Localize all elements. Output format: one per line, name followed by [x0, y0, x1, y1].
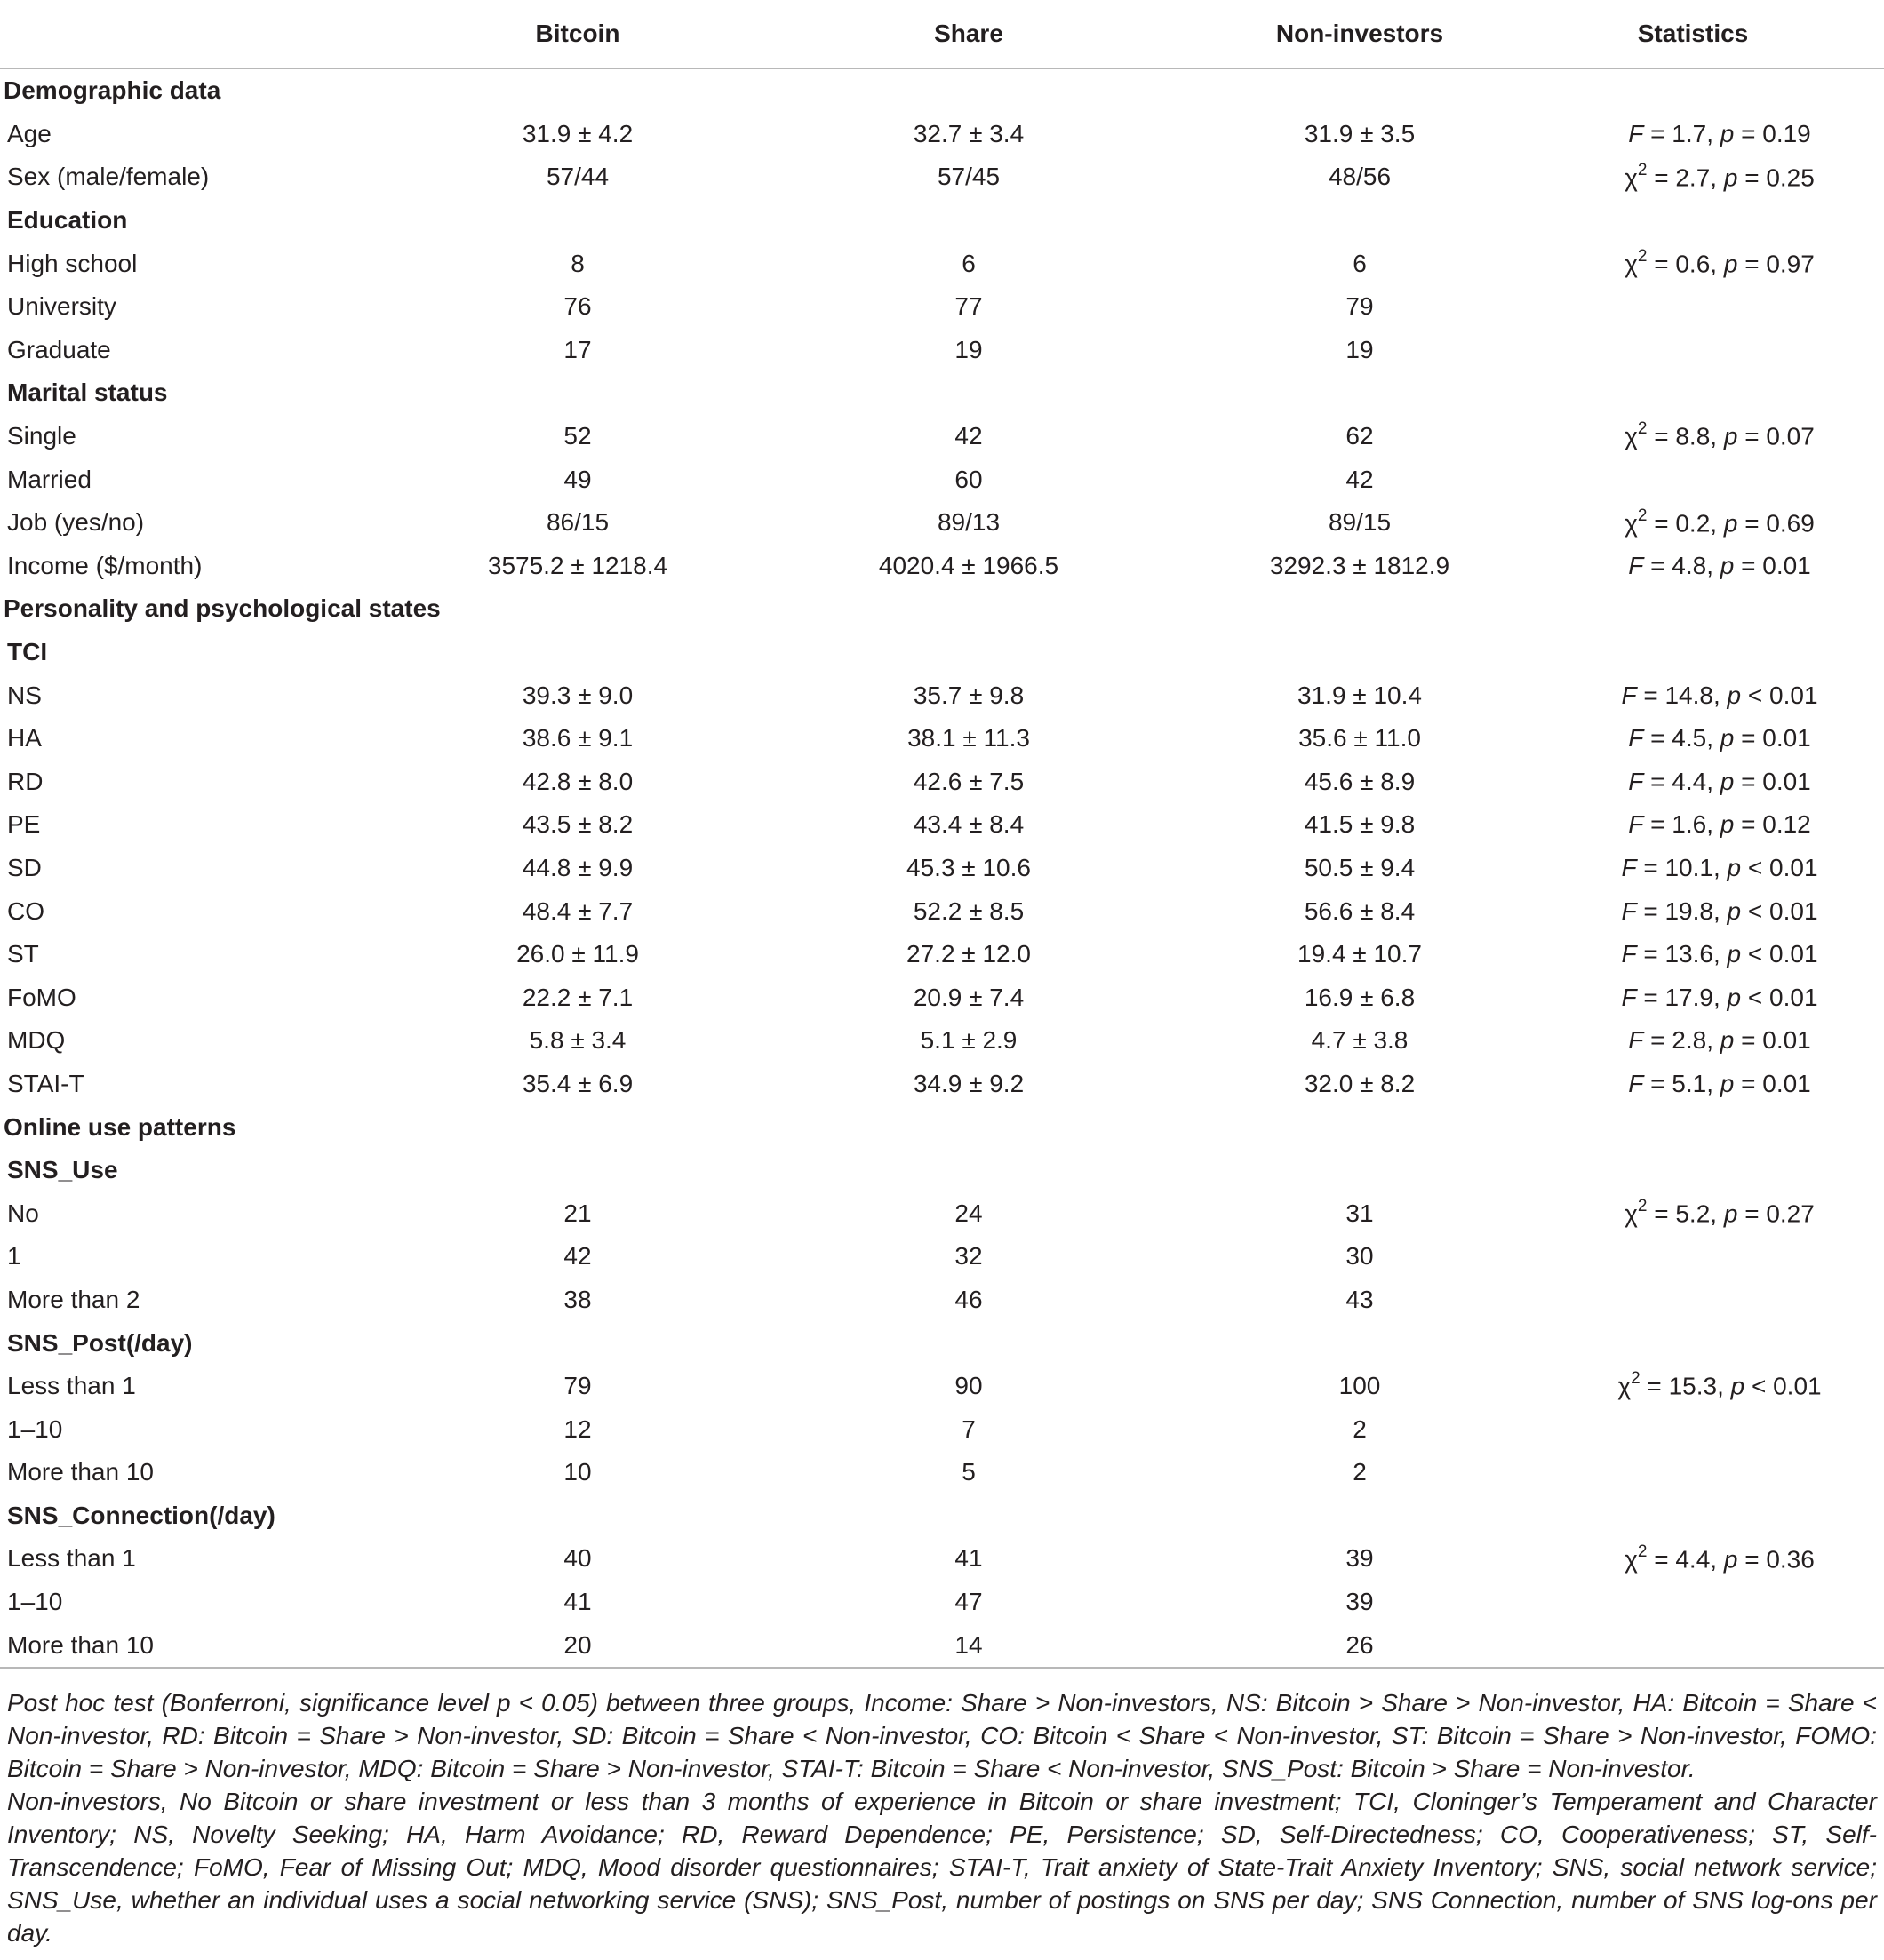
table-row [0, 1407, 1884, 1451]
cell-statistics: F = 1.7, p = 0.19 [1628, 119, 1811, 147]
row-label: Graduate [7, 335, 111, 363]
cell-share: 32.7 ± 3.4 [913, 119, 1025, 147]
cell-non-investors: 3292.3 ± 1812.9 [1269, 551, 1450, 579]
cell-bitcoin: 76 [563, 292, 592, 321]
cell-statistics: F = 2.8, p = 0.01 [1628, 1026, 1811, 1055]
table-row [0, 113, 1884, 156]
cell-share: 38.1 ± 11.3 [907, 724, 1030, 753]
cell-statistics [1502, 1279, 1884, 1322]
row-label: SNS_Use [7, 1156, 118, 1184]
cell-non-investors: 41.5 ± 9.8 [1304, 810, 1416, 839]
row-label: More than 10 [7, 1458, 154, 1486]
cell-bitcoin [435, 68, 720, 113]
row-label: Income ($/month) [7, 551, 203, 579]
cell-statistics: F = 4.4, p = 0.01 [1628, 767, 1811, 795]
row-label: ST [7, 940, 39, 968]
cell-non-investors: 19.4 ± 10.7 [1297, 940, 1422, 968]
cell-share: 46 [954, 1285, 983, 1313]
subsection-header-row [0, 371, 1884, 415]
cell-statistics: $\chi^2 = 4.4$, p = 0.36 [1625, 1542, 1815, 1574]
row-label: TCI [7, 638, 48, 666]
row-label: High school [7, 249, 138, 277]
cell-statistics: F = 10.1, p < 0.01 [1621, 853, 1818, 881]
cell-bitcoin: 31.9 ± 4.2 [522, 119, 634, 147]
cell-bitcoin: 57/44 [546, 163, 610, 191]
cell-non-investors [1217, 1149, 1502, 1192]
cell-bitcoin: 21 [563, 1199, 592, 1227]
cell-statistics: $\chi^2 = 0.6$, p = 0.97 [1625, 247, 1815, 278]
cell-bitcoin: 41 [563, 1588, 592, 1616]
table-row [0, 458, 1884, 501]
row-label: Personality and psychological states [4, 594, 441, 623]
cell-statistics [1502, 285, 1884, 329]
row-label: Less than 1 [7, 1544, 136, 1573]
section-header-row [0, 587, 1884, 631]
cell-non-investors: 30 [1345, 1242, 1374, 1271]
table-row [0, 933, 1884, 976]
table-body [0, 68, 1884, 1668]
cell-bitcoin: 49 [563, 465, 592, 493]
cell-non-investors: 2 [1353, 1414, 1367, 1443]
cell-share: 47 [954, 1588, 983, 1616]
table-row [0, 976, 1884, 1019]
row-label: SNS_Connection(/day) [7, 1501, 275, 1529]
cell-statistics: F = 4.8, p = 0.01 [1628, 551, 1811, 579]
cell-share [720, 1321, 1217, 1365]
cell-statistics: F = 19.8, p < 0.01 [1621, 896, 1818, 925]
cell-share [720, 631, 1217, 674]
cell-share: 19 [954, 335, 983, 363]
table-row [0, 1623, 1884, 1668]
subsection-header-row [0, 1321, 1884, 1365]
cell-statistics [1502, 1149, 1884, 1192]
cell-non-investors [1217, 1494, 1502, 1538]
cell-bitcoin: 40 [563, 1544, 592, 1573]
cell-bitcoin: 52 [563, 422, 592, 450]
subsection-header-row [0, 1494, 1884, 1538]
table-row [0, 285, 1884, 329]
cell-non-investors: 50.5 ± 9.4 [1304, 853, 1416, 881]
cell-statistics [1502, 1105, 1884, 1149]
row-label: FoMO [7, 983, 76, 1011]
row-label: 1–10 [7, 1414, 63, 1443]
cell-bitcoin: 3575.2 ± 1218.4 [487, 551, 668, 579]
row-label: MDQ [7, 1026, 66, 1055]
row-label: 1–10 [7, 1588, 63, 1616]
cell-non-investors: 31.9 ± 10.4 [1297, 681, 1422, 709]
table-row [0, 242, 1884, 285]
cell-statistics: $\chi^2 = 5.2$, p = 0.27 [1625, 1197, 1815, 1228]
cell-statistics [1502, 631, 1884, 674]
cell-non-investors: 26 [1217, 1623, 1502, 1668]
table-footnotes [7, 1686, 1877, 1949]
cell-statistics [1502, 587, 1884, 631]
cell-statistics: $\chi^2 = 8.8$, p = 0.07 [1625, 419, 1815, 450]
cell-non-investors: 42 [1345, 465, 1374, 493]
row-label: Less than 1 [7, 1372, 136, 1400]
cell-bitcoin: 5.8 ± 3.4 [529, 1026, 627, 1055]
cell-share: 7 [962, 1414, 976, 1443]
row-label: SD [7, 853, 42, 881]
cell-non-investors: 31.9 ± 3.5 [1304, 119, 1416, 147]
cell-non-investors: 56.6 ± 8.4 [1304, 896, 1416, 925]
footnote-posthoc: Post hoc test (Bonferroni, significance level p < 0.05) between three groups, Income: Share > Non-investors, NS: Bitcoin > Share > Non-investor, HA: Bitcoin = Share < Non-investor, RD: Bitcoin = Share > Non-investor, SD: Bitcoin = Share < Non-investor, CO: Bitcoin < Share < Non-investor, ST: Bitcoin = Share > Non-investor, FOMO: Bitcoin = Share > Non-investor, MDQ: Bitcoin = Share > Non-investor, STAI-T: Bitcoin = Share < Non-investor, SNS_Post: Bitcoin > Share = Non-investor. [7, 1689, 1877, 1782]
cell-share: 6 [962, 249, 976, 277]
cell-non-investors [1217, 631, 1502, 674]
table-row [0, 329, 1884, 372]
table-row [0, 673, 1884, 717]
cell-share: 5.1 ± 2.9 [920, 1026, 1018, 1055]
cell-share [720, 199, 1217, 243]
header-cell-non-investors: Non-investors [1217, 0, 1502, 68]
cell-statistics: $\chi^2 = 0.2$, p = 0.69 [1625, 506, 1815, 537]
cell-bitcoin [435, 587, 720, 631]
cell-statistics [1502, 329, 1884, 372]
row-label: Education [7, 206, 128, 235]
row-label: Demographic data [4, 76, 221, 105]
cell-share: 32 [954, 1242, 983, 1271]
cell-non-investors: 31 [1345, 1199, 1374, 1227]
cell-bitcoin: 35.4 ± 6.9 [522, 1069, 634, 1097]
cell-bitcoin: 43.5 ± 8.2 [522, 810, 634, 839]
header-cell-statistics: Statistics [1502, 0, 1884, 68]
cell-share: 45.3 ± 10.6 [906, 853, 1031, 881]
cell-non-investors: 39 [1345, 1588, 1374, 1616]
cell-bitcoin [435, 199, 720, 243]
cell-bitcoin: 38.6 ± 9.1 [522, 724, 634, 753]
table-row [0, 889, 1884, 933]
table-row [0, 545, 1884, 588]
cell-statistics: F = 4.5, p = 0.01 [1628, 724, 1811, 753]
cell-share: 41 [954, 1544, 983, 1573]
cell-share: 77 [954, 292, 983, 321]
cell-share [720, 371, 1217, 415]
cell-bitcoin [435, 1494, 720, 1538]
row-label: Online use patterns [4, 1112, 236, 1141]
cell-statistics [1502, 199, 1884, 243]
cell-statistics: F = 14.8, p < 0.01 [1621, 681, 1818, 709]
header-cell-share: Share [720, 0, 1217, 68]
section-header-row [0, 68, 1884, 113]
footnote-abbreviations: Non-investors, No Bitcoin or share investment or less than 3 months of experience in Bitcoin or share investment; TCI, Cloninger’s Temperament and Character Inventory; NS, Novelty Seeking; HA, Harm Avoidance; RD, Reward Dependence; PE, Persistence; SD, Self-Directedness; CO, Cooperativeness; ST, Self-Transcendence; FoMO, Fear of Missing Out; MDQ, Mood disorder questionnaires; STAI-T, Trait anxiety of State-Trait Anxiety Inventory; SNS, social network service; SNS_Use, whether an individual uses a social networking service (SNS); SNS_Post, number of postings on SNS per day; SNS Connection, number of SNS log-ons per day. [7, 1788, 1877, 1947]
cell-share: 42.6 ± 7.5 [913, 767, 1025, 795]
cell-share: 24 [954, 1199, 983, 1227]
table-row [0, 803, 1884, 847]
table-row [0, 1063, 1884, 1106]
cell-bitcoin: 26.0 ± 11.9 [516, 940, 639, 968]
cell-bitcoin: 39.3 ± 9.0 [522, 681, 634, 709]
cell-statistics [1502, 1581, 1884, 1624]
cell-statistics: $\chi^2 = 15.3$, p < 0.01 [1617, 1369, 1822, 1400]
row-label: RD [7, 767, 44, 795]
cell-share: 14 [720, 1623, 1217, 1668]
cell-bitcoin: 38 [563, 1285, 592, 1313]
row-label: Married [7, 465, 92, 493]
cell-non-investors: 32.0 ± 8.2 [1304, 1069, 1416, 1097]
row-label: Single [7, 422, 76, 450]
cell-share: 27.2 ± 12.0 [906, 940, 1031, 968]
table-row [0, 1235, 1884, 1279]
cell-non-investors: 39 [1345, 1544, 1374, 1573]
subsection-header-row [0, 1149, 1884, 1192]
cell-share: 52.2 ± 8.5 [913, 896, 1025, 925]
table-row [0, 1581, 1884, 1624]
cell-non-investors: 100 [1338, 1372, 1381, 1400]
cell-share: 43.4 ± 8.4 [913, 810, 1025, 839]
table-row [0, 1537, 1884, 1581]
row-label: Age [7, 119, 52, 147]
cell-share: 4020.4 ± 1966.5 [878, 551, 1059, 579]
subsection-header-row [0, 199, 1884, 243]
cell-non-investors: 6 [1353, 249, 1367, 277]
cell-statistics: F = 5.1, p = 0.01 [1628, 1069, 1811, 1097]
cell-statistics [1502, 458, 1884, 501]
header-cell-variable [0, 0, 435, 68]
cell-non-investors: 35.6 ± 11.0 [1298, 724, 1421, 753]
table-row [0, 501, 1884, 545]
cell-non-investors: 43 [1345, 1285, 1374, 1313]
cell-non-investors: 2 [1353, 1458, 1367, 1486]
cell-bitcoin [435, 631, 720, 674]
cell-non-investors: 16.9 ± 6.8 [1304, 983, 1416, 1011]
cell-share [720, 1494, 1217, 1538]
row-label: University [7, 292, 116, 321]
cell-statistics [1502, 1494, 1884, 1538]
cell-non-investors [1217, 371, 1502, 415]
cell-bitcoin: 8 [571, 249, 585, 277]
cell-bitcoin: 79 [563, 1372, 592, 1400]
cell-non-investors [1217, 1321, 1502, 1365]
cell-share: 42 [954, 422, 983, 450]
header-row [0, 0, 1884, 68]
cell-bitcoin: 44.8 ± 9.9 [522, 853, 634, 881]
cell-share: 20.9 ± 7.4 [913, 983, 1025, 1011]
cell-statistics: F = 1.6, p = 0.12 [1628, 810, 1811, 839]
cell-non-investors [1217, 68, 1502, 113]
cell-share: 35.7 ± 9.8 [913, 681, 1025, 709]
cell-bitcoin [435, 1321, 720, 1365]
table-row [0, 717, 1884, 761]
cell-non-investors [1217, 199, 1502, 243]
cell-bitcoin [435, 1149, 720, 1192]
row-label: STAI-T [7, 1069, 84, 1097]
cell-share: 57/45 [937, 163, 1001, 191]
cell-non-investors: 4.7 ± 3.8 [1311, 1026, 1409, 1055]
cell-statistics [1502, 1407, 1884, 1451]
row-label: Marital status [7, 378, 168, 407]
table-row [0, 1451, 1884, 1494]
cell-share: 90 [954, 1372, 983, 1400]
cell-non-investors: 19 [1345, 335, 1374, 363]
cell-statistics [1502, 68, 1884, 113]
table-row [0, 847, 1884, 890]
row-label: NS [7, 681, 42, 709]
cell-share: 34.9 ± 9.2 [913, 1069, 1025, 1097]
cell-share: 5 [962, 1458, 976, 1486]
cell-bitcoin: 22.2 ± 7.1 [522, 983, 634, 1011]
cell-non-investors: 89/15 [1328, 508, 1392, 537]
cell-bitcoin [435, 371, 720, 415]
cell-statistics: F = 13.6, p < 0.01 [1621, 940, 1818, 968]
cell-share: 60 [954, 465, 983, 493]
row-label: HA [7, 724, 42, 753]
cell-bitcoin [435, 1105, 720, 1149]
table-row [0, 1019, 1884, 1063]
cell-statistics [1502, 1623, 1884, 1668]
cell-statistics [1502, 1451, 1884, 1494]
cell-share: 89/13 [937, 508, 1001, 537]
table-row [0, 1279, 1884, 1322]
cell-non-investors: 45.6 ± 8.9 [1304, 767, 1416, 795]
table-row [0, 415, 1884, 458]
cell-non-investors: 79 [1345, 292, 1374, 321]
cell-statistics: $\chi^2 = 2.7$, p = 0.25 [1625, 160, 1815, 192]
header-cell-bitcoin: Bitcoin [435, 0, 720, 68]
row-label: Job (yes/no) [7, 508, 145, 537]
cell-bitcoin: 20 [435, 1623, 720, 1668]
section-header-row [0, 1105, 1884, 1149]
row-label: CO [7, 896, 44, 925]
table-row [0, 761, 1884, 804]
cell-bitcoin: 48.4 ± 7.7 [522, 896, 634, 925]
cell-non-investors [1217, 587, 1502, 631]
cell-bitcoin: 12 [563, 1414, 592, 1443]
row-label: 1 [7, 1242, 21, 1271]
cell-share [720, 68, 1217, 113]
cell-statistics [1502, 1235, 1884, 1279]
cell-share [720, 587, 1217, 631]
row-label: No [7, 1199, 39, 1227]
table-row [0, 155, 1884, 199]
row-label: PE [7, 810, 41, 839]
table-row [0, 1365, 1884, 1408]
cell-statistics: F = 17.9, p < 0.01 [1621, 983, 1818, 1011]
cell-share [720, 1149, 1217, 1192]
cell-statistics [1502, 371, 1884, 415]
row-label: Sex (male/female) [7, 163, 210, 191]
cell-non-investors: 62 [1345, 422, 1374, 450]
cell-bitcoin: 42 [563, 1242, 592, 1271]
cell-bitcoin: 10 [563, 1458, 592, 1486]
cell-share [720, 1105, 1217, 1149]
cell-bitcoin: 86/15 [546, 508, 610, 537]
subsection-header-row [0, 631, 1884, 674]
cell-non-investors [1217, 1105, 1502, 1149]
table-row [0, 1191, 1884, 1235]
cell-bitcoin: 42.8 ± 8.0 [522, 767, 634, 795]
cell-bitcoin: 17 [563, 335, 592, 363]
row-label: More than 10 [0, 1623, 435, 1668]
cell-non-investors: 48/56 [1328, 163, 1392, 191]
row-label: SNS_Post(/day) [7, 1328, 193, 1357]
row-label: More than 2 [7, 1285, 140, 1313]
cell-statistics [1502, 1321, 1884, 1365]
